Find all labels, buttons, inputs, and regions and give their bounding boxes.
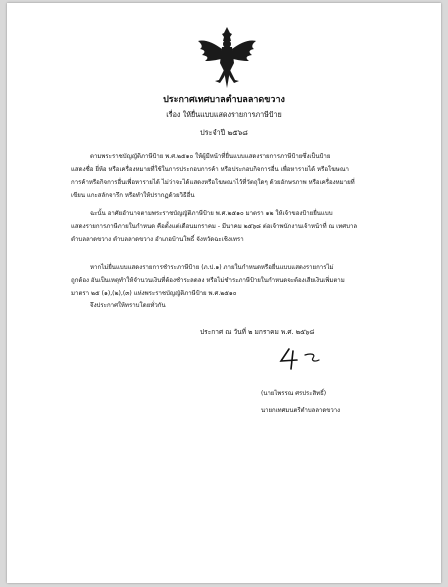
paragraph-line: แสดงรายการภาษีภายในกำหนด คือตั้งแต่เดือนมกราคม - มีนาคม ๒๕๖๘ ต่อเจ้าพนักงานเจ้าหน้าที่ ณ เทศบาล	[71, 223, 358, 230]
paragraph-line: เขียน แกะสลักจารึก หรือทำให้ปรากฏด้วยวิธีอื่น	[71, 192, 195, 199]
paragraph-line: มาตรา ๒๕ (๑),(๒),(๓) แห่งพระราชบัญญัติภาษีป้าย พ.ศ.๒๕๑๐	[71, 290, 237, 297]
paragraph-line: ฉะนั้น อาศัยอำนาจตามพระราชบัญญัติภาษีป้าย พ.ศ.๒๕๑๐ มาตรา ๑๒ ให้เจ้าของป้ายยื่นแบบ	[90, 210, 333, 217]
signatory-title: นายกเทศมนตรีตำบลลาดขวาง	[261, 407, 341, 414]
signatory-name: (นายไพรรณ ศรประสิทธิ์)	[261, 390, 327, 397]
paragraph-closing	[71, 299, 377, 312]
announcement-subject: เรื่อง ให้ยื่นแบบแสดงรายการภาษีป้าย	[166, 110, 282, 119]
garuda-emblem-icon	[197, 25, 257, 89]
fiscal-year: ประจำปี ๒๕๖๘	[200, 128, 248, 137]
paragraph-line: แสดงชื่อ ยี่ห้อ หรือเครื่องหมายที่ใช้ในการประกอบการค้า หรือประกอบกิจการอื่น เพื่อหารายได้ หรือโฆษณา	[71, 166, 349, 173]
announcement-page	[7, 3, 441, 583]
organization-title: ประกาศเทศบาลตำบลลาดขวาง	[163, 95, 285, 105]
paragraph-penalty	[71, 261, 377, 300]
announcement-date: ประกาศ ณ วันที่ ๒ มกราคม พ.ศ. ๒๕๖๘	[200, 328, 315, 336]
paragraph-line: ตำบลลาดขวาง ตำบลลาดขวาง อำเภอบ้านโพธิ์ จังหวัดฉะเชิงเทรา	[71, 236, 244, 243]
paragraph-line: การค้าหรือกิจการอื่นเพื่อหารายได้ ไม่ว่าจะได้แสดงหรือโฆษณาไว้ที่วัตถุใดๆ ด้วยอักษรภาพ หรือเครื่องหมายที่	[71, 179, 355, 186]
closing-line: จึงประกาศให้ทราบโดยทั่วกัน	[90, 302, 166, 309]
paragraph-line: ถูกต้อง อันเป็นเหตุทำให้จำนวนเงินที่ต้องชำระลดลง หรือไม่ชำระภาษีป้ายในกำหนดจะต้องเสียเงินเพิ่มตาม	[71, 277, 345, 284]
handwritten-signature	[275, 345, 335, 373]
paragraph-tax-law	[71, 150, 377, 202]
paragraph-line: ตามพระราชบัญญัติภาษีป้าย พ.ศ.๒๕๑๐ ให้ผู้มีหน้าที่ยื่นแบบแสดงรายการภาษีป้ายซึ่งเป็นป้าย	[90, 153, 331, 160]
paragraph-filing-period	[71, 207, 377, 246]
paragraph-line: หากไม่ยื่นแบบแสดงรายการชำระภาษีป้าย (ภ.ป.๑) ภายในกำหนดหรือยื่นแบบแสดงรายการไม่	[90, 264, 334, 271]
